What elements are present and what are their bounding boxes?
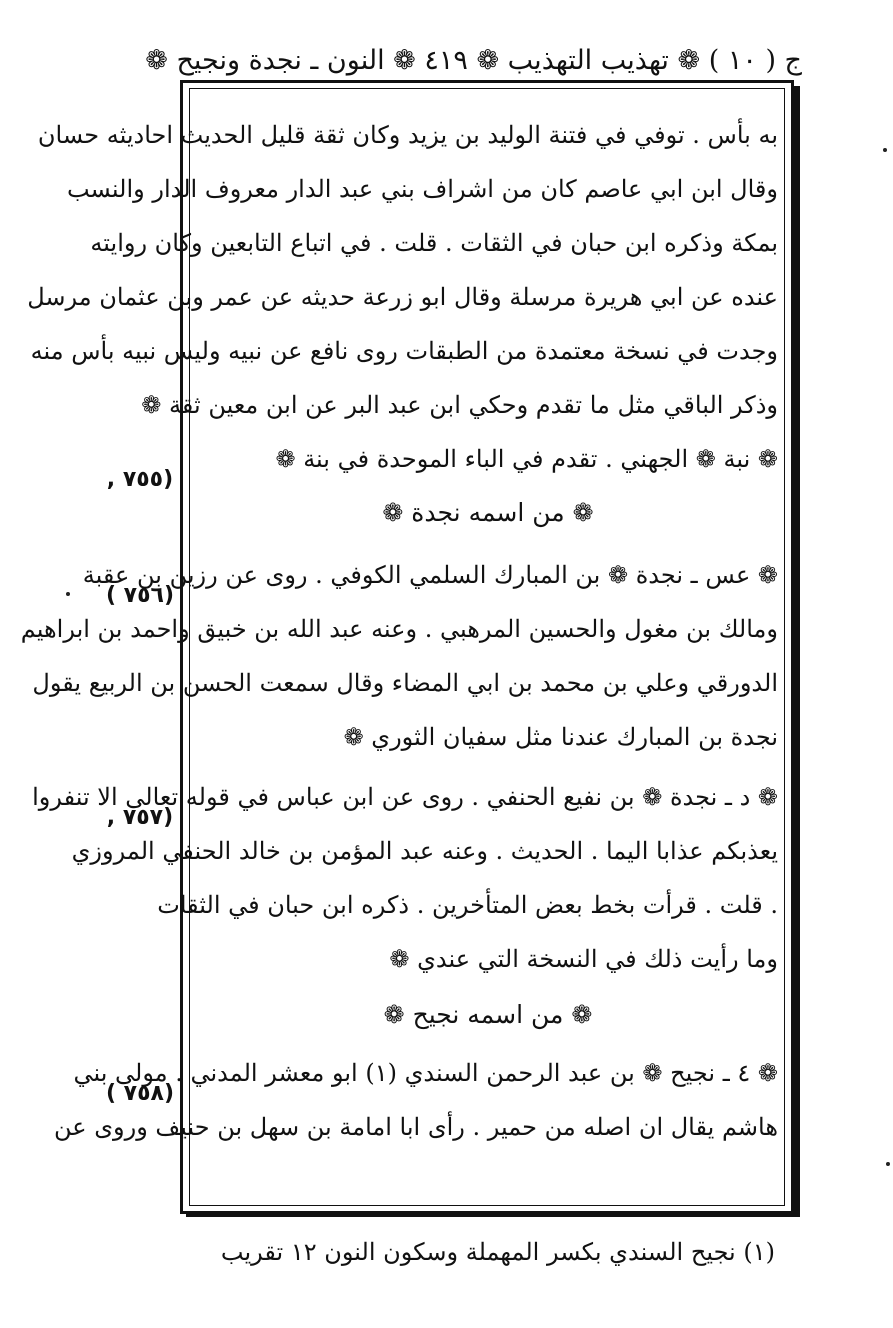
- frame-shadow-right: [794, 86, 800, 1216]
- text-line: وجدت في نسخة معتمدة من الطبقات روى نافع عن نبيه وليس نبيه بأس منه: [30, 337, 778, 365]
- margin-speck: [883, 148, 887, 152]
- text-line-entry-757: ❁ د ـ نجدة ❁ بن نفيع الحنفي . روى عن ابن عباس في قوله تعالى الا تنفروا: [32, 783, 778, 811]
- entry-number-757: (٧٥٧ ,: [106, 805, 174, 830]
- entry-number-756: (٧٥٦ ): [105, 583, 175, 608]
- entry-number-755: (٧٥٥ ,: [106, 467, 174, 492]
- text-line-entry-755: ❁ نبة ❁ الجهني . تقدم في الباء الموحدة في بنة ❁: [275, 445, 778, 473]
- footnote: (١) نجيح السندي بكسر المهملة وسكون النون ١٢ تقريب: [220, 1238, 775, 1266]
- text-line: هاشم يقال ان اصله من حمير . رأى ابا امامة بن سهل بن حنيف وروى عن: [54, 1113, 778, 1141]
- text-line: يعذبكم عذابا اليما . الحديث . وعنه عبد المؤمن بن خالد الحنفي المروزي: [71, 837, 778, 865]
- text-line: وذكر الباقي مثل ما تقدم وحكي ابن عبد البر عن ابن معين ثقة ❁: [141, 391, 778, 419]
- text-line-entry-758: ❁ ٤ ـ نجيح ❁ بن عبد الرحمن السندي (١) ابو معشر المدني . مولى بني: [73, 1059, 778, 1087]
- text-line: بمكة وذكره ابن حبان في الثقات . قلت . في اتباع التابعين وكان روايته: [90, 229, 778, 257]
- text-line: به بأس . توفي في فتنة الوليد بن يزيد وكان ثقة قليل الحديث احاديثه حسان: [37, 121, 778, 149]
- margin-speck: [66, 592, 70, 596]
- text-line: . قلت . قرأت بخط بعض المتأخرين . ذكره ابن حبان في الثقات: [157, 891, 778, 919]
- entry-number-758: (٧٥٨ ): [105, 1081, 175, 1106]
- text-line: نجدة بن المبارك عندنا مثل سفيان الثوري ❁: [343, 723, 778, 751]
- text-line: وما رأيت ذلك في النسخة التي عندي ❁: [389, 945, 778, 973]
- margin-speck: [886, 1162, 890, 1166]
- text-line-entry-756: ❁ عس ـ نجدة ❁ بن المبارك السلمي الكوفي . روى عن رزين بن عقبة: [82, 561, 778, 589]
- text-line: عنده عن ابي هريرة مرسلة وقال ابو زرعة حديثه عن عمر وبن عثمان مرسل: [27, 283, 778, 311]
- running-header: ج ( ١٠ ) ❁ تهذيب التهذيب ❁ ٤١٩ ❁ النون ـ نجدة ونجيح ❁: [145, 45, 802, 76]
- text-line: الدورقي وعلي بن محمد بن ابي المضاء وقال سمعت الحسن بن الربيع يقول: [32, 669, 778, 697]
- text-line: ومالك بن مغول والحسين المرهبي . وعنه عبد الله بن خبيق واحمد بن ابراهيم: [20, 615, 778, 643]
- section-heading-najda: ❁ من اسمه نجدة ❁: [382, 498, 594, 527]
- section-heading-najih: ❁ من اسمه نجيح ❁: [383, 1000, 593, 1029]
- text-line: وقال ابن ابي عاصم كان من اشراف بني عبد الدار معروف الدار والنسب: [66, 175, 778, 203]
